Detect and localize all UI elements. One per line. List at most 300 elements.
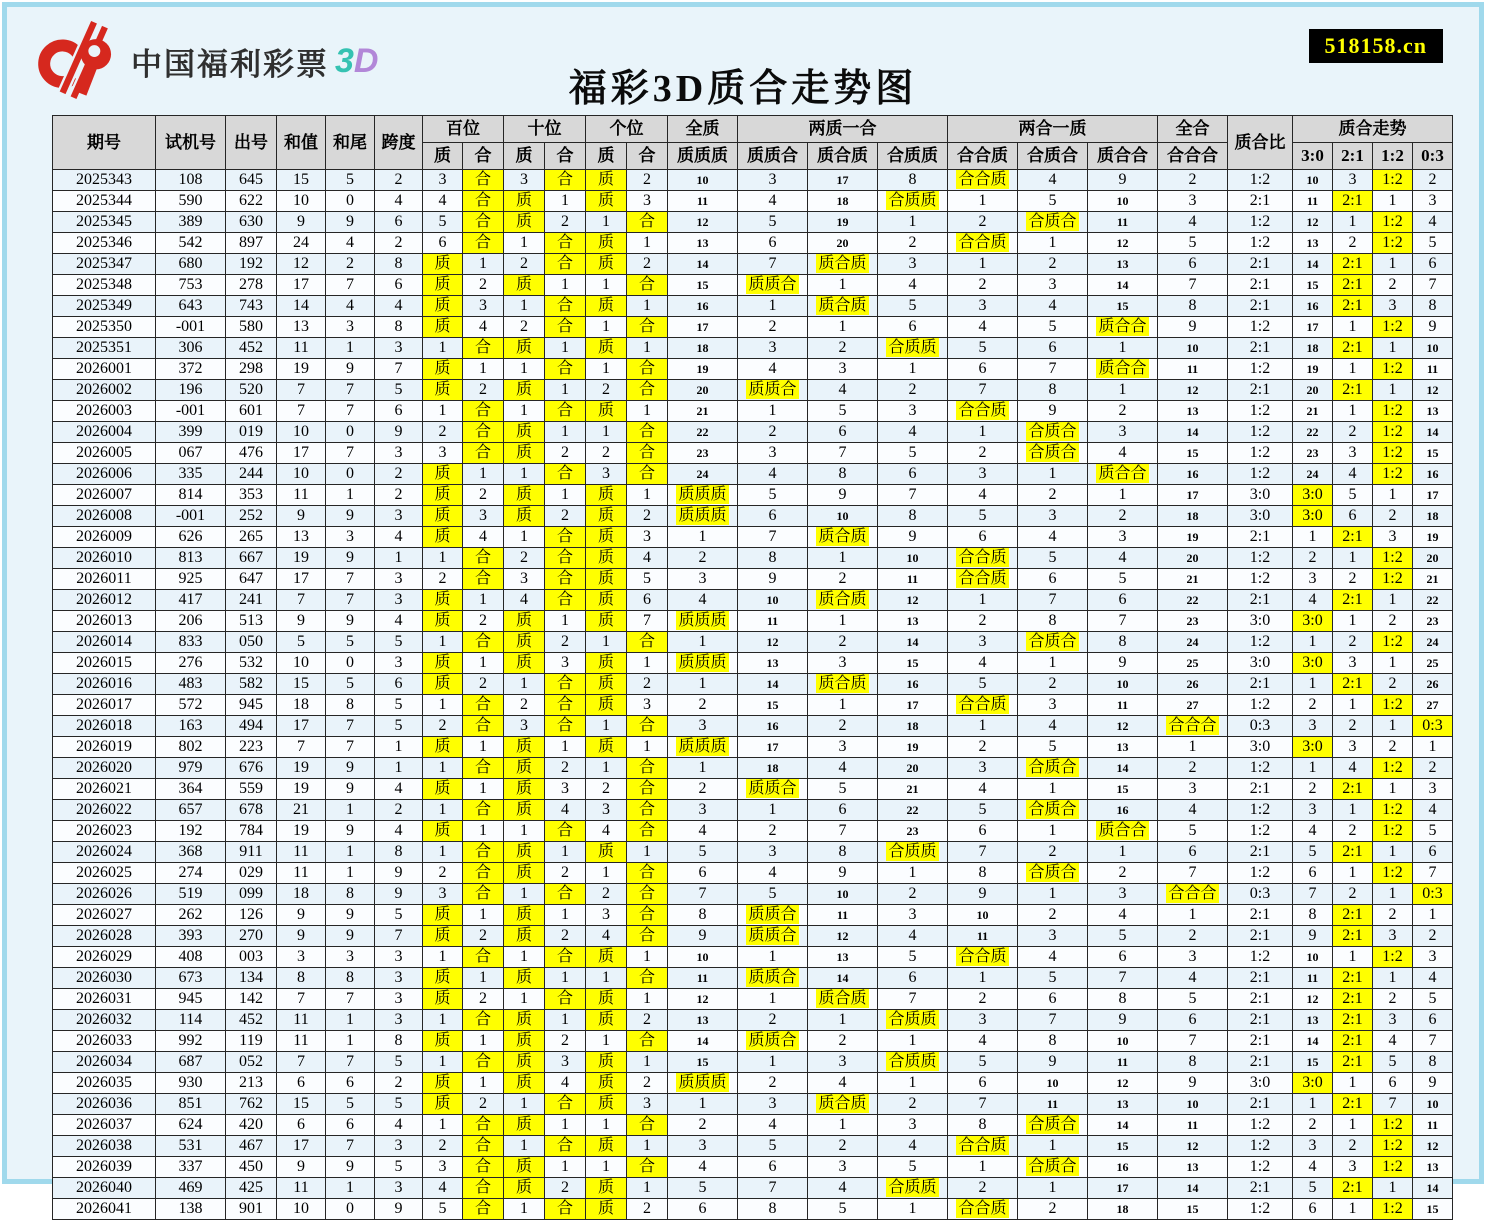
cell-zhz: 5	[808, 779, 878, 800]
table-row	[53, 527, 1453, 548]
cell-t03: 25	[1413, 653, 1453, 674]
cell-hhh: 2	[1158, 758, 1228, 779]
cell-t30: 2	[1293, 779, 1333, 800]
cell-t12: 2	[1373, 989, 1413, 1010]
cell-span: 9	[375, 1199, 423, 1220]
col-header-hzz: 合质质	[878, 143, 948, 170]
highlight-mark: 合合合	[1168, 717, 1217, 734]
cell-hzz: 13	[878, 611, 948, 632]
cell-t21: 6	[1333, 506, 1373, 527]
cell-zhh: 2	[1088, 401, 1158, 422]
cell-t03: 8	[1413, 1052, 1453, 1073]
cell-hzh	[1018, 1115, 1088, 1136]
cell-sh: 2	[545, 506, 586, 527]
cell-hzz: 1	[878, 863, 948, 884]
col-header-ratio: 质合比	[1228, 116, 1293, 170]
cell-draw-number: 119	[226, 1031, 277, 1052]
cell-sum: 21	[277, 800, 326, 821]
cell-ratio: 3:0	[1228, 653, 1293, 674]
cell-zzh	[738, 779, 808, 800]
highlight-mark: 合质质	[888, 339, 937, 356]
highlight-mark: 合合质	[958, 696, 1007, 713]
cell-draw-number: 678	[226, 800, 277, 821]
cell-zhz: 2	[808, 1031, 878, 1052]
cell-sz: 质	[504, 1115, 545, 1136]
table-row	[53, 800, 1453, 821]
cell-gz: 质	[586, 1094, 627, 1115]
cell-sum-tail: 0	[326, 191, 375, 212]
cell-period: 2026023	[53, 821, 156, 842]
cell-sum-tail: 9	[326, 905, 375, 926]
cell-gh: 1	[627, 842, 668, 863]
cell-ratio: 3:0	[1228, 506, 1293, 527]
table-row	[53, 737, 1453, 758]
cell-span: 4	[375, 296, 423, 317]
cell-hhh: 13	[1158, 401, 1228, 422]
cell-sz: 2	[504, 695, 545, 716]
cell-t12: 1	[1373, 842, 1413, 863]
cell-hhz: 5	[948, 338, 1018, 359]
cell-sum: 9	[277, 1157, 326, 1178]
cell-draw-number: 050	[226, 632, 277, 653]
highlight-mark: 合合质	[958, 234, 1007, 251]
cell-sum-tail: 1	[326, 338, 375, 359]
cell-test-number: 364	[156, 779, 226, 800]
cell-zzz	[668, 506, 738, 527]
cell-ratio: 2:1	[1228, 779, 1293, 800]
cell-sz: 质	[504, 653, 545, 674]
cell-bz: 质	[423, 254, 463, 275]
cell-test-number: 067	[156, 443, 226, 464]
cell-zzz: 12	[668, 989, 738, 1010]
cell-draw-number: 278	[226, 275, 277, 296]
cell-t12: 7	[1373, 1094, 1413, 1115]
cell-t03: 4	[1413, 212, 1453, 233]
cell-hhh: 15	[1158, 1199, 1228, 1220]
cell-ratio: 1:2	[1228, 317, 1293, 338]
cell-zhh: 9	[1088, 170, 1158, 191]
cell-zhh: 14	[1088, 758, 1158, 779]
highlight-mark: 质质质	[678, 612, 727, 629]
cell-t30: 7	[1293, 884, 1333, 905]
cell-ratio: 1:2	[1228, 695, 1293, 716]
cell-hzz: 19	[878, 737, 948, 758]
col-header-all-comp: 全合	[1158, 116, 1228, 143]
cell-zhz: 6	[808, 422, 878, 443]
table-row	[53, 233, 1453, 254]
col-header-tens-prime: 质	[504, 143, 545, 170]
cell-bh: 合	[463, 422, 504, 443]
cell-zzh: 4	[738, 1115, 808, 1136]
cell-gz: 1	[586, 1031, 627, 1052]
cell-span: 5	[375, 632, 423, 653]
cell-span: 8	[375, 317, 423, 338]
cell-sum-tail: 1	[326, 842, 375, 863]
cell-t03: 14	[1413, 422, 1453, 443]
cell-hzz: 2	[878, 380, 948, 401]
cell-sum: 10	[277, 422, 326, 443]
cell-ratio: 1:2	[1228, 233, 1293, 254]
cell-draw-number: 580	[226, 317, 277, 338]
cell-sum: 5	[277, 632, 326, 653]
cell-period: 2026014	[53, 632, 156, 653]
cell-sum: 7	[277, 401, 326, 422]
cell-zhh: 16	[1088, 1157, 1158, 1178]
cell-gz: 质	[586, 191, 627, 212]
cell-hhh	[1158, 716, 1228, 737]
cell-hzz: 6	[878, 464, 948, 485]
cell-zzh: 5	[738, 1136, 808, 1157]
cell-draw-number: 743	[226, 296, 277, 317]
cell-sum-tail: 7	[326, 590, 375, 611]
highlight-mark: 质合质	[818, 297, 867, 314]
cell-t03: 3	[1413, 191, 1453, 212]
cell-zzz: 2	[668, 1115, 738, 1136]
cell-span: 6	[375, 275, 423, 296]
cell-span: 5	[375, 1052, 423, 1073]
cell-t30: 24	[1293, 464, 1333, 485]
cell-gh: 1	[627, 338, 668, 359]
cell-draw-number: 052	[226, 1052, 277, 1073]
cell-bh: 合	[463, 1010, 504, 1031]
cell-bz: 质	[423, 1031, 463, 1052]
highlight-mark: 合质合	[1028, 1116, 1077, 1133]
cell-zhz: 2	[808, 338, 878, 359]
cell-t21: 1	[1333, 1115, 1373, 1136]
cell-ratio: 1:2	[1228, 422, 1293, 443]
cell-zhz: 1	[808, 275, 878, 296]
col-header-all-prime: 全质	[668, 116, 738, 143]
col-header-zhh: 质合合	[1088, 143, 1158, 170]
cell-sz: 3	[504, 569, 545, 590]
cell-hhz	[948, 1136, 1018, 1157]
cell-zzh: 1	[738, 1052, 808, 1073]
cell-zzz: 15	[668, 275, 738, 296]
cell-sh: 2	[545, 758, 586, 779]
highlight-mark: 合合合	[1168, 885, 1217, 902]
cell-t30: 3:0	[1293, 653, 1333, 674]
trend-table	[52, 115, 1453, 1220]
cell-hzz	[878, 338, 948, 359]
col-header-period: 期号	[53, 116, 156, 170]
cell-period: 2026032	[53, 1010, 156, 1031]
cell-gz: 2	[586, 779, 627, 800]
cell-zhz: 4	[808, 380, 878, 401]
cell-zzz: 21	[668, 401, 738, 422]
highlight-mark: 合质质	[888, 192, 937, 209]
cell-zzh: 13	[738, 653, 808, 674]
cell-hzh: 1	[1018, 884, 1088, 905]
cell-t03: 7	[1413, 863, 1453, 884]
cell-zhh: 5	[1088, 569, 1158, 590]
cell-draw-number: 192	[226, 254, 277, 275]
cell-gh: 合	[627, 779, 668, 800]
cell-span: 9	[375, 863, 423, 884]
cell-hzz: 17	[878, 695, 948, 716]
cell-gz: 质	[586, 947, 627, 968]
cell-ratio: 1:2	[1228, 170, 1293, 191]
cell-ratio: 0:3	[1228, 716, 1293, 737]
cell-sh: 1	[545, 485, 586, 506]
cell-gz: 质	[586, 842, 627, 863]
cell-zhz: 1	[808, 695, 878, 716]
cell-zhh: 6	[1088, 947, 1158, 968]
cell-gz: 2	[586, 884, 627, 905]
cell-zzz: 2	[668, 548, 738, 569]
cell-period: 2026004	[53, 422, 156, 443]
cell-bh: 1	[463, 590, 504, 611]
cell-ratio: 1:2	[1228, 947, 1293, 968]
cell-sum-tail: 9	[326, 359, 375, 380]
table-row	[53, 716, 1453, 737]
cell-period: 2026006	[53, 464, 156, 485]
cell-gz: 质	[586, 695, 627, 716]
cell-zhz	[808, 527, 878, 548]
cell-draw-number: 270	[226, 926, 277, 947]
table-row	[53, 968, 1453, 989]
cell-bz: 质	[423, 527, 463, 548]
cell-sz: 质	[504, 800, 545, 821]
table-row	[53, 170, 1453, 191]
cell-t03: 4	[1413, 968, 1453, 989]
cell-zzz: 2	[668, 695, 738, 716]
cell-sh: 1	[545, 737, 586, 758]
cell-sz: 1	[504, 1136, 545, 1157]
cell-gz: 质	[586, 296, 627, 317]
cell-bz: 1	[423, 632, 463, 653]
cell-t03: 20	[1413, 548, 1453, 569]
cell-zhh: 17	[1088, 1178, 1158, 1199]
cell-bz: 质	[423, 674, 463, 695]
cell-t21: 2	[1333, 632, 1373, 653]
cell-bh: 2	[463, 926, 504, 947]
table-row	[53, 779, 1453, 800]
cell-t30: 3:0	[1293, 737, 1333, 758]
cell-bz: 质	[423, 737, 463, 758]
cell-sum-tail: 9	[326, 758, 375, 779]
cell-span: 3	[375, 1178, 423, 1199]
cell-t12: 1:2	[1373, 422, 1413, 443]
highlight-mark: 质质质	[678, 738, 727, 755]
cell-t12: 1:2	[1373, 1115, 1413, 1136]
cell-test-number: 813	[156, 548, 226, 569]
cell-bz: 1	[423, 1115, 463, 1136]
cell-t12: 1:2	[1373, 695, 1413, 716]
cell-sum-tail: 7	[326, 569, 375, 590]
cell-sum: 6	[277, 1073, 326, 1094]
cell-hzz: 14	[878, 632, 948, 653]
cell-test-number: 687	[156, 1052, 226, 1073]
cell-span: 8	[375, 842, 423, 863]
cell-period: 2025343	[53, 170, 156, 191]
cell-t30: 2	[1293, 695, 1333, 716]
table-row	[53, 695, 1453, 716]
cell-bz: 质	[423, 359, 463, 380]
col-header-test: 试机号	[156, 116, 226, 170]
cell-sum-tail: 0	[326, 1199, 375, 1220]
cell-t12: 6	[1373, 1073, 1413, 1094]
cell-hzh	[1018, 1157, 1088, 1178]
cell-period: 2026018	[53, 716, 156, 737]
cell-draw-number: 003	[226, 947, 277, 968]
cell-t30: 23	[1293, 443, 1333, 464]
cell-t21: 3	[1333, 443, 1373, 464]
cell-sum: 11	[277, 1178, 326, 1199]
cell-t30: 16	[1293, 296, 1333, 317]
cell-sum: 14	[277, 296, 326, 317]
cell-zhh: 10	[1088, 191, 1158, 212]
cell-zhh: 1	[1088, 485, 1158, 506]
cell-period: 2026013	[53, 611, 156, 632]
cell-hhh: 3	[1158, 191, 1228, 212]
cell-bh: 合	[463, 548, 504, 569]
cell-hhh: 2	[1158, 170, 1228, 191]
cell-period: 2026021	[53, 779, 156, 800]
cell-sum-tail: 9	[326, 212, 375, 233]
cell-t30: 1	[1293, 632, 1333, 653]
cell-sz: 质	[504, 905, 545, 926]
cell-draw-number: 099	[226, 884, 277, 905]
cell-bz: 2	[423, 716, 463, 737]
cell-t30: 9	[1293, 926, 1333, 947]
cell-hzh: 5	[1018, 737, 1088, 758]
cell-span: 2	[375, 800, 423, 821]
cell-gh: 合	[627, 632, 668, 653]
cell-hzh: 6	[1018, 989, 1088, 1010]
cell-zhz: 8	[808, 842, 878, 863]
cell-hhz	[948, 947, 1018, 968]
cell-bz: 1	[423, 548, 463, 569]
cell-hzz	[878, 842, 948, 863]
cell-zzh	[738, 926, 808, 947]
cell-sz: 1	[504, 821, 545, 842]
cell-sz: 1	[504, 674, 545, 695]
cell-hzh: 2	[1018, 254, 1088, 275]
cell-draw-number: 494	[226, 716, 277, 737]
cell-zhz: 2	[808, 569, 878, 590]
cell-bz: 2	[423, 422, 463, 443]
cell-zhh: 7	[1088, 968, 1158, 989]
cell-gz: 3	[586, 905, 627, 926]
cell-sh: 3	[545, 779, 586, 800]
cell-period: 2026017	[53, 695, 156, 716]
highlight-mark: 合质合	[1028, 759, 1077, 776]
cell-t03: 17	[1413, 485, 1453, 506]
cell-hzz: 2	[878, 884, 948, 905]
cell-period: 2026016	[53, 674, 156, 695]
cell-test-number: 114	[156, 1010, 226, 1031]
cell-hhh: 24	[1158, 632, 1228, 653]
cell-t12: 1:2	[1373, 1136, 1413, 1157]
cell-ratio: 2:1	[1228, 1178, 1293, 1199]
cell-period: 2026031	[53, 989, 156, 1010]
highlight-mark: 合质合	[1028, 864, 1077, 881]
cell-hhz: 6	[948, 1073, 1018, 1094]
cell-t12: 2	[1373, 275, 1413, 296]
cell-sh: 2	[545, 212, 586, 233]
cell-hzz: 1	[878, 1031, 948, 1052]
cell-gh: 1	[627, 737, 668, 758]
cell-zzz: 4	[668, 1157, 738, 1178]
cell-span: 5	[375, 1157, 423, 1178]
cell-hzz: 8	[878, 506, 948, 527]
cell-t12: 3	[1373, 296, 1413, 317]
cell-hhh: 5	[1158, 989, 1228, 1010]
cell-test-number: 802	[156, 737, 226, 758]
cell-zzh: 2	[738, 1010, 808, 1031]
site-url-badge: 518158.cn	[1309, 29, 1444, 63]
cell-sz: 1	[504, 1094, 545, 1115]
cell-sum: 10	[277, 191, 326, 212]
cell-span: 5	[375, 905, 423, 926]
cell-ratio: 1:2	[1228, 1157, 1293, 1178]
cell-bh: 合	[463, 884, 504, 905]
cell-hhz: 5	[948, 800, 1018, 821]
cell-period: 2025349	[53, 296, 156, 317]
col-header-tail: 和尾	[326, 116, 375, 170]
cell-sh: 合	[545, 317, 586, 338]
cell-gz: 1	[586, 758, 627, 779]
cell-t03: 15	[1413, 1199, 1453, 1220]
cell-sum: 7	[277, 380, 326, 401]
cell-t21: 2:1	[1333, 905, 1373, 926]
cell-t12: 1	[1373, 191, 1413, 212]
cell-ratio: 2:1	[1228, 905, 1293, 926]
cell-t12: 3	[1373, 926, 1413, 947]
cell-zzz: 5	[668, 842, 738, 863]
cell-bz: 1	[423, 695, 463, 716]
cell-zhh: 8	[1088, 632, 1158, 653]
highlight-mark: 合质合	[1028, 423, 1077, 440]
table-row	[53, 275, 1453, 296]
cell-span: 4	[375, 191, 423, 212]
cell-draw-number: 265	[226, 527, 277, 548]
cell-ratio: 1:2	[1228, 212, 1293, 233]
cell-zzh: 2	[738, 1073, 808, 1094]
cell-t21: 1	[1333, 548, 1373, 569]
cell-t30: 4	[1293, 1157, 1333, 1178]
cell-sum-tail: 4	[326, 233, 375, 254]
cell-hzz: 4	[878, 926, 948, 947]
cell-bz: 3	[423, 884, 463, 905]
cell-test-number: 389	[156, 212, 226, 233]
cell-period: 2025345	[53, 212, 156, 233]
cell-sz: 质	[504, 380, 545, 401]
highlight-mark: 合质质	[888, 1053, 937, 1070]
cell-hhh: 13	[1158, 1157, 1228, 1178]
cell-zhh	[1088, 821, 1158, 842]
cell-hzh: 3	[1018, 275, 1088, 296]
cell-t12: 1:2	[1373, 947, 1413, 968]
cell-sz: 1	[504, 359, 545, 380]
cell-test-number: 483	[156, 674, 226, 695]
table-row	[53, 1010, 1453, 1031]
cell-zhz	[808, 296, 878, 317]
cell-period: 2026026	[53, 884, 156, 905]
col-header-t30: 3:0	[1293, 143, 1333, 170]
cell-sum-tail: 2	[326, 254, 375, 275]
highlight-mark: 合合质	[958, 948, 1007, 965]
cell-zhh: 13	[1088, 737, 1158, 758]
cell-zhh: 15	[1088, 779, 1158, 800]
cell-zhh: 13	[1088, 254, 1158, 275]
cell-hzh: 3	[1018, 926, 1088, 947]
cell-t12: 1:2	[1373, 170, 1413, 191]
cell-sum: 7	[277, 989, 326, 1010]
cell-zzz: 24	[668, 464, 738, 485]
cell-sh: 2	[545, 863, 586, 884]
cell-draw-number: 019	[226, 422, 277, 443]
